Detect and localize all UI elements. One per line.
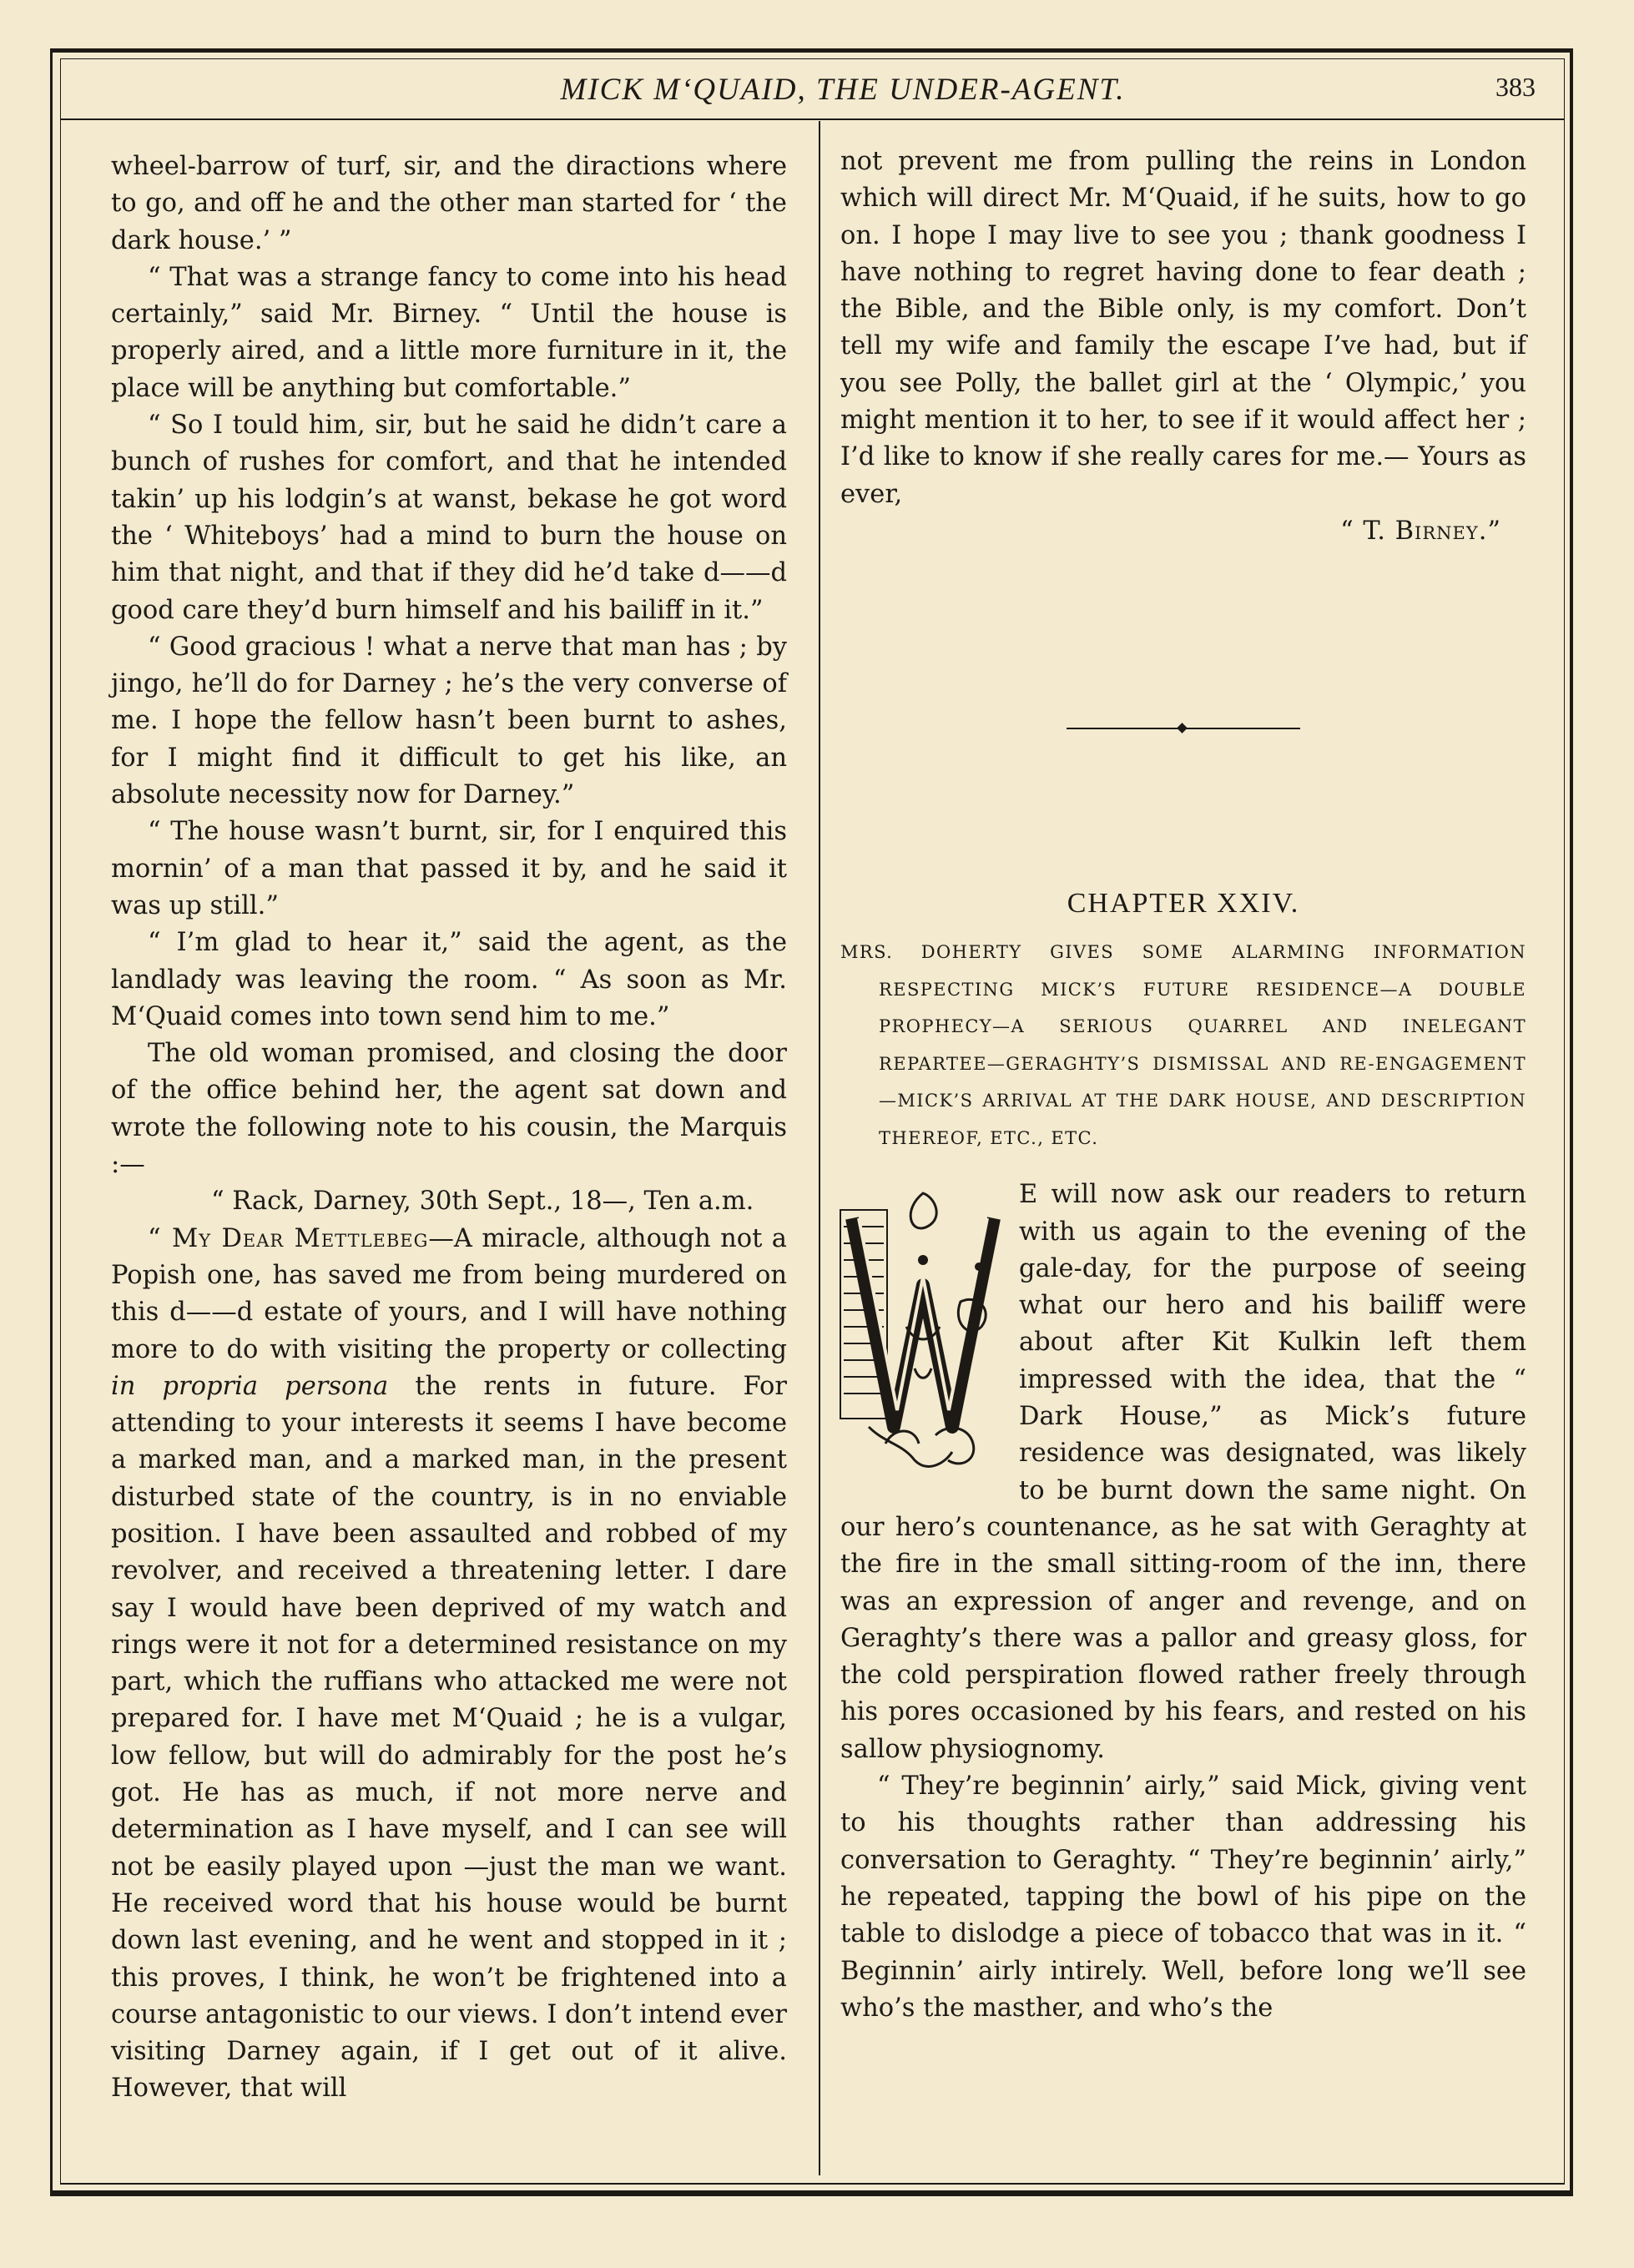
drop-cap-ornament-dot: [975, 1263, 983, 1271]
letter-body: [111, 1221, 787, 2108]
page-number: 383: [1495, 72, 1536, 102]
ornamental-drop-cap-w: [835, 1177, 1011, 1482]
right-column: [840, 144, 1526, 2175]
left-column: [111, 149, 787, 2180]
chapter-opening: [840, 1177, 1526, 2027]
running-title: MICK M‘QUAID, THE UNDER-AGENT.: [560, 73, 1126, 107]
paragraph: “ Good gracious ! what a nerve that man has ; by jingo, he’ll do for Darney ; he’s the very converse of me. I hope the fellow hasn’t been burnt to ashes, for I might find it difficult to get his like, an absolute necessity now for Darney.”: [111, 632, 787, 810]
drop-cap-letter-shape: [852, 1218, 994, 1427]
letter-signature: “ T. Birney.”: [1340, 516, 1501, 546]
letter-dateline: “ Rack, Darney, 30th Sept., 18—, Ten a.m.: [211, 1187, 754, 1217]
paragraph-continued: wheel-barrow of turf, sir, and the diractions where to go, and off he and the other man started for ‘ the dark house.’ ”: [111, 152, 787, 255]
drop-cap-ornament-dot: [918, 1255, 928, 1265]
chapter-heading: CHAPTER XXIV.: [1067, 888, 1300, 920]
letter-salutation: “ My Dear Mettlebeg: [148, 1223, 429, 1253]
paragraph: “ I’m glad to hear it,” said the agent, as the landlady was leaving the room. “ As soon as Mr. M‘Quaid comes into town send him to me.”: [111, 928, 787, 1031]
divider-diamond-icon: [1177, 723, 1188, 733]
drop-cap-illustration: [835, 1177, 1011, 1482]
header-rule: [60, 118, 1565, 120]
letter-text-continued: the rents in future. For attending to your interests it seems I have become a marked man, and a marked man, in the present disturbed state of the country, is in no enviable position. I have been assaulted and robbed of my revolver, and received a threatening letter. I dare say I would have been deprived of my watch and rings were it not for a determined resistance on my part, which the ruffians who attacked me were not prepared for. I have met M‘Quaid ; he is a vulgar, low fellow, but will do admirably for the post he’s got. He has as much, if not more nerve and determination as I have myself, and I can see will not be easily played upon —just the man we want. He received word that his house would be burnt down last evening, and he went and stopped in it ; this proves, I think, he won’t be frightened into a course antagonistic to our views. I don’t intend ever visiting Darney again, if I get out of it alive. However, that will: [111, 1371, 787, 2104]
chapter-synopsis: MRS. DOHERTY GIVES SOME ALARMING INFORMATION RESPECTING MICK’S FUTURE RESIDENCE—A DOUBLE PROPHECY—A SERIOUS QUARREL AND INELEGANT REPARTEE—GERAGHTY’S DISMISSAL AND RE-ENGAGEMENT—MICK’S ARRIVAL AT THE DARK HOUSE, AND DESCRIPTION THEREOF, ETC., ETC.: [840, 942, 1526, 1148]
ornamental-divider: [1067, 723, 1300, 733]
paragraph: “ So I tould him, sir, but he said he didn’t care a bunch of rushes for comfort, and that he intended takin’ up his lodgin’s at wanst, bekase he got word the ‘ Whiteboys’ had a mind to burn the house on him that night, and that if they did he’d take d——d good care they’d burn himself and his bailiff in it.”: [111, 411, 787, 625]
paragraph: “ The house wasn’t burnt, sir, for I enquired this mornin’ of a man that passed it by, and he said it was up still.”: [111, 817, 787, 920]
latin-phrase: in propria persona: [111, 1371, 389, 1401]
chapter-opening-text: E will now ask our readers to return with us again to the evening of the gale-day, for the purpose of seeing what our hero and his bailiff were about after Kit Kulkin left them impressed with the idea, that the “ Dark House,” as Mick’s future residence was designated, was likely to be burnt down the same night. On our hero’s countenance, as he sat with Geraghty at the fire in the small sitting-room of the inn, there was an expression of anger and revenge, and on Geraghty’s there was a pallor and greasy gloss, for the cold perspiration flowed rather freely through his pores occasioned by his fears, and rested on his sallow physiognomy.: [840, 1180, 1526, 1764]
letter-continuation: not prevent me from pulling the reins in London which will direct Mr. M‘Quaid, if he suits, how to go on. I hope I may live to see you ; thank goodness I have nothing to regret having done to fear death ; the Bible, and the Bible only, is my comfort. Don’t tell my wife and family the escape I’ve had, but if you see Polly, the ballet girl at the ‘ Olympic,’ you might mention it to her, to see if it would affect her ; I’d like to know if she really cares for me.— Yours as ever,: [840, 147, 1526, 509]
letter-text: —A miracle, although not a Popish one, has saved me from being murdered on this d——d estate of yours, and I will have nothing more to do with visiting the property or collecting: [111, 1223, 787, 1364]
column-divider-rule: [819, 121, 820, 2175]
paragraph: “ They’re beginnin’ airly,” said Mick, giving vent to his thoughts rather than addressing his conversation to Geraghty. “ They’re beginnin’ airly,” he repeated, tapping the bowl of his pipe on the table to dislodge a piece of tobacco that was in it. “ Beginnin’ airly intirely. Well, before long we’ll see who’s the masther, and who’s the: [840, 1772, 1526, 2023]
paragraph: “ That was a strange fancy to come into his head certainly,” said Mr. Birney. “ Until the house is properly aired, and a little more furniture in it, the place will be anything but comfortable.”: [111, 262, 787, 403]
paragraph: The old woman promised, and closing the door of the office behind her, the agent sat down and wrote the following note to his cousin, the Marquis :—: [111, 1039, 787, 1180]
